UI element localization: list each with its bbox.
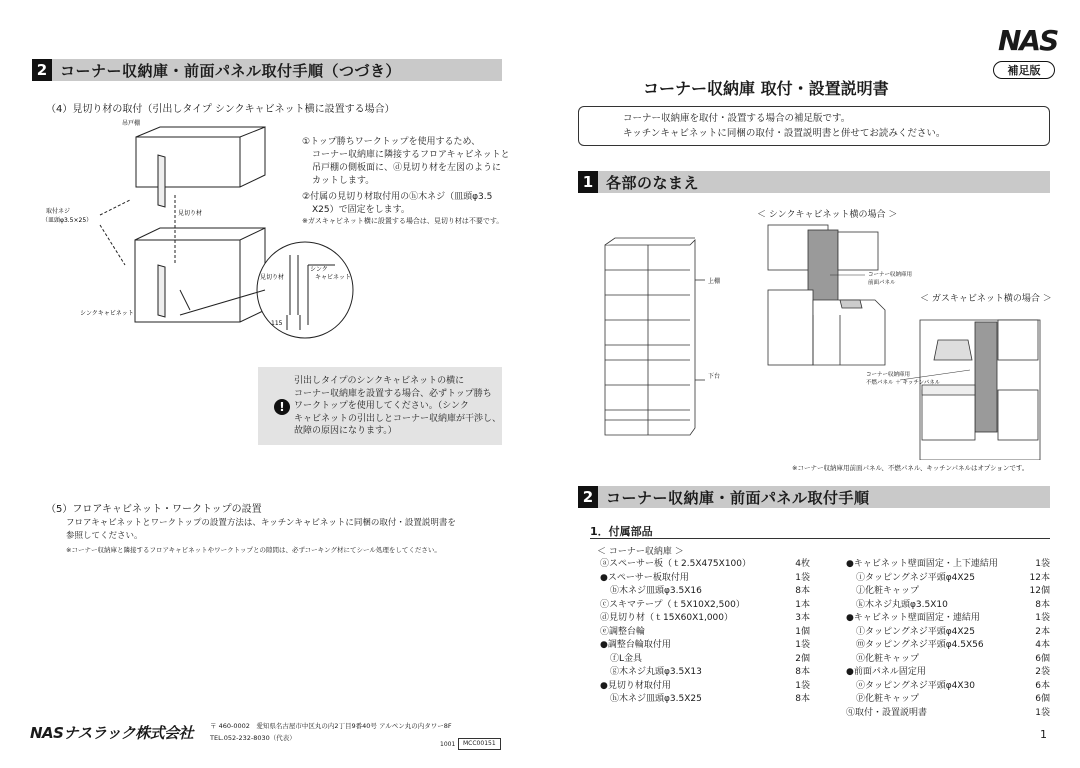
part-name: ⓖ木ネジ丸頭φ3.5X13 (610, 667, 702, 677)
part-qty: 6個 (1035, 694, 1050, 704)
parts-divider (590, 538, 1050, 539)
label-zoom-sink1: シンク (310, 266, 328, 273)
section-title: コーナー収納庫・前面パネル取付手順（つづき） (60, 61, 402, 80)
part-qty: 1袋 (1035, 707, 1050, 718)
parts-row (600, 612, 810, 626)
doc-code-1: 1001 (440, 741, 456, 748)
label-panel2a: コーナー収納庫用 (866, 372, 911, 378)
part-qty: 6本 (1035, 680, 1050, 691)
parts-row (846, 612, 1050, 626)
label-zoom-dim: 115 (271, 320, 283, 327)
label-upper: 上棚 (708, 278, 721, 285)
part-name: ●見切り材取付用 (600, 680, 671, 691)
part-qty: 8本 (1035, 599, 1050, 610)
parts-row (846, 626, 1050, 640)
parts-row (600, 558, 810, 572)
parts-row (600, 693, 810, 707)
parts-row (600, 626, 810, 640)
section-number: 1 (578, 171, 598, 193)
part-qty: 2個 (795, 653, 810, 664)
parts-subheading: 1．付属部品 (590, 525, 653, 538)
doc-title: コーナー収納庫 取付・設置説明書 (643, 79, 889, 98)
label-zoom-sink2: キャビネット (315, 274, 352, 281)
intro-line: キッチンキャビネットに同梱の取付・設置説明書と併せてお読みください。 (623, 128, 946, 139)
parts-row (846, 707, 1050, 721)
part-qty: 2袋 (1035, 667, 1050, 677)
parts-row (600, 599, 810, 613)
part-name: ⓟ化粧キャップ (856, 694, 920, 704)
step4-note: ※ガスキャビネット横に設置する場合は、見切り材は不要です。 (302, 217, 504, 225)
instruction-line: X25）で固定をします。 (312, 205, 410, 215)
parts-row (846, 599, 1050, 613)
warning-line: 故障の原因になります。） (294, 426, 397, 436)
part-name: ⓚ木ネジ丸頭φ3.5X10 (856, 599, 948, 610)
part-name: ⓙ化粧キャップ (856, 586, 920, 596)
nas-logo: NAS (998, 24, 1058, 57)
part-qty: 4本 (1035, 640, 1050, 650)
part-name: ⓜタッピングネジ平頭φ4.5X56 (856, 640, 984, 650)
part-qty: 2本 (1035, 626, 1050, 637)
sink-case-label: ＜ シンクキャビネット横の場合 ＞ (757, 210, 898, 220)
part-qty: 12本 (1029, 572, 1050, 583)
step5-body-line: フロアキャビネットとワークトップの設置方法は、キッチンキャビネットに同梱の取付・設置説明書を (66, 518, 456, 528)
part-qty: 1袋 (795, 680, 810, 691)
part-name: ⓘタッピングネジ平頭φ4X25 (856, 572, 976, 583)
parts-row (600, 680, 810, 694)
part-qty: 8本 (795, 667, 810, 677)
label-screw-a: 取付ネジ (46, 208, 71, 215)
label-sink-cab: シンクキャビネット (80, 310, 134, 317)
section1-note: ※コーナー収納庫用前面パネル、不燃パネル、キッチンパネルはオプションです。 (792, 464, 1029, 472)
step4-instructions (302, 136, 512, 217)
doc-code-2: MCC00151 (458, 738, 501, 750)
part-qty: 8本 (795, 586, 810, 596)
section-title: コーナー収納庫・前面パネル取付手順 (606, 488, 870, 507)
label-lower: 下台 (708, 373, 721, 380)
parts-row (846, 680, 1050, 694)
part-name: ⓕL金具 (610, 653, 643, 664)
section-number: 2 (32, 59, 52, 81)
part-name: ●キャビネット壁面固定・連結用 (846, 613, 980, 623)
parts-row (846, 666, 1050, 680)
parts-row (846, 693, 1050, 707)
instruction-line: ①トップ勝ちワークトップを使用するため、 (302, 137, 481, 147)
part-qty: 8本 (795, 694, 810, 704)
page-number: 1 (1040, 728, 1047, 741)
warning-line: コーナー収納庫を設置する場合、必ずトップ勝ち (294, 388, 492, 399)
footer-address: 〒 460-0002 愛知県名古屋市中区丸の内2丁目9番40号 アルペン丸の内タワー8F (210, 722, 452, 730)
intro-line: コーナー収納庫を取付・設置する場合の補足版です。 (623, 113, 851, 124)
part-name: ●調整台輪取付用 (600, 640, 671, 650)
section-number: 2 (578, 486, 598, 508)
parts-row (600, 572, 810, 586)
part-name: ●スペーサー板取付用 (600, 572, 689, 583)
label-zoom-mikiri: 見切り材 (260, 274, 285, 281)
instruction-line: 吊戸棚の側板面に、ⓓ見切り材を左図のように (312, 163, 502, 173)
right-section-2-header (578, 486, 1050, 508)
part-qty: 1袋 (1035, 613, 1050, 623)
label-screw-b: （皿頭φ3.5×25） (42, 217, 93, 224)
part-qty: 3本 (795, 613, 810, 623)
parts-list-col1 (600, 558, 810, 707)
right-section-1-header (578, 171, 1050, 193)
step4-heading: （4）見切り材の取付（引出しタイプ シンクキャビネット横に設置する場合） (46, 104, 395, 115)
part-name: ⓒスキマテープ（ｔ5X10X2,500） (600, 599, 745, 610)
left-section-2-header (32, 59, 502, 81)
parts-row (846, 572, 1050, 586)
label-tsuritana: 吊戸棚 (122, 120, 141, 127)
parts-row (846, 585, 1050, 599)
cabinet-diagram (600, 220, 1060, 460)
parts-row (600, 639, 810, 653)
company-logo: NASナスラック株式会社 (30, 724, 194, 742)
part-qty: 4枚 (795, 559, 810, 569)
intro-box (578, 106, 1050, 146)
footer-tel: TEL.052-232-8030（代表） (210, 734, 296, 742)
parts-row (600, 666, 810, 680)
supplement-badge: 補足版 (993, 61, 1055, 79)
part-name: ⓔ調整台輪 (600, 626, 646, 637)
part-name: ●キャビネット壁面固定・上下連結用 (846, 559, 998, 569)
parts-row (600, 585, 810, 599)
step5-heading: （5）フロアキャビネット・ワークトップの設置 (46, 504, 262, 515)
label-mikiri: 見切り材 (178, 210, 203, 217)
warning-line: キャビネットの引出しとコーナー収納庫が干渉し、 (294, 413, 502, 424)
parts-row (846, 558, 1050, 572)
part-name: ⓛタッピングネジ平頭φ4X25 (856, 626, 976, 637)
part-qty: 12個 (1029, 586, 1050, 596)
part-name: ⓗ木ネジ皿頭φ3.5X25 (610, 694, 702, 704)
section-title: 各部のなまえ (606, 173, 700, 192)
warning-line: 引出しタイプのシンクキャビネットの横に (294, 376, 465, 386)
part-name: ●前面パネル固定用 (846, 667, 926, 677)
part-name: ⓝ化粧キャップ (856, 653, 920, 664)
warning-icon: ! (274, 399, 290, 415)
part-name: ⓐスペーサー板（ｔ2.5X475X100） (600, 559, 752, 569)
step5-note: ※コーナー収納庫と隣接するフロアキャビネットやワークトップとの隙間は、必ずコーキング材にてシール処理をしてください。 (66, 546, 441, 554)
part-qty: 1袋 (1035, 559, 1050, 569)
warning-box (258, 367, 502, 445)
parts-group-label: ＜ コーナー収納庫 ＞ (597, 547, 684, 557)
step5-body (66, 517, 506, 543)
gas-case-label: ＜ ガスキャビネット横の場合 ＞ (920, 294, 1052, 304)
part-name: ⓠ取付・設置説明書 (846, 707, 928, 718)
part-qty: 1袋 (795, 640, 810, 650)
instruction-line: カットします。 (312, 176, 375, 186)
label-panel1a: コーナー収納庫用 (868, 272, 913, 278)
instruction-line: コーナー収納庫に隣接するフロアキャビネットと (312, 150, 510, 160)
instruction-line: ②付属の見切り材取付用のⓗ木ネジ（皿頭φ3.5 (302, 192, 493, 202)
part-name: ⓞタッピングネジ平頭φ4X30 (856, 680, 976, 691)
parts-row (846, 639, 1050, 653)
part-name: ⓑ木ネジ皿頭φ3.5X16 (610, 586, 702, 596)
parts-row (600, 653, 810, 667)
step5-body-line: 参照してください。 (66, 531, 143, 541)
label-panel1b: 前面パネル (868, 280, 896, 286)
parts-list-col2 (846, 558, 1050, 720)
label-panel2b: 不燃パネル ＋ キッチンパネル (866, 380, 941, 386)
warning-line: ワークトップを使用してください。（シンク (294, 401, 469, 411)
part-name: ⓓ見切り材（ｔ15X60X1,000） (600, 613, 734, 623)
part-qty: 6個 (1035, 653, 1050, 664)
parts-row (846, 653, 1050, 667)
part-qty: 1袋 (795, 572, 810, 583)
part-qty: 1個 (795, 626, 810, 637)
part-qty: 1本 (795, 599, 810, 610)
